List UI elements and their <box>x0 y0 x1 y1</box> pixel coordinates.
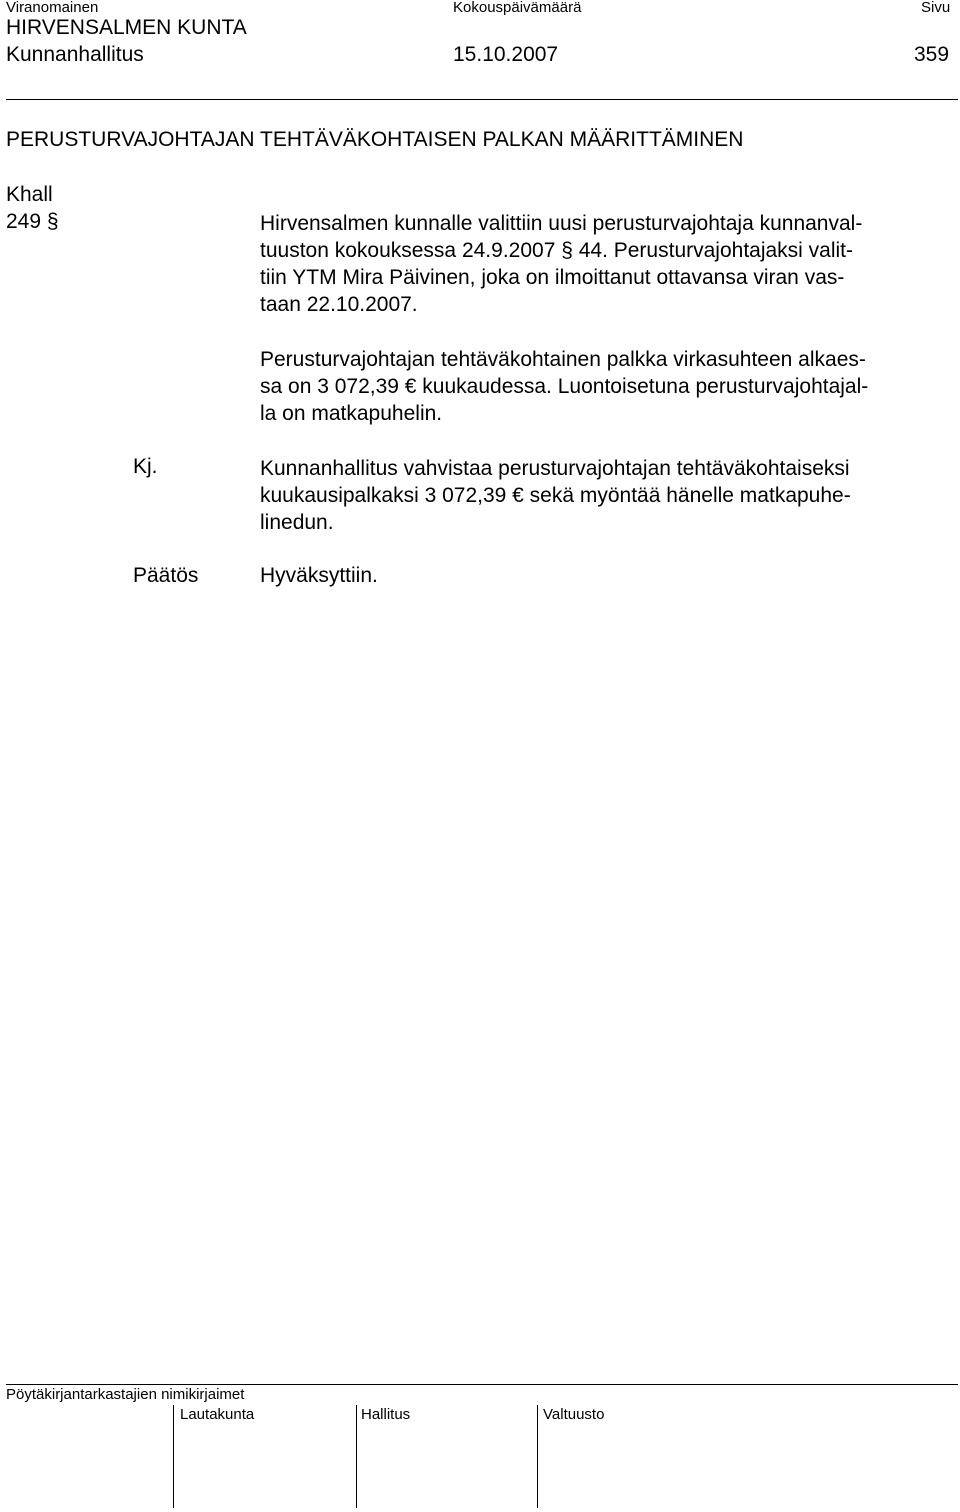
text-line: Perusturvajohtajan tehtäväkohtainen palkka virkasuhteen alkaes- <box>260 348 866 371</box>
municipality-name: HIRVENSALMEN KUNTA <box>6 16 247 39</box>
text-line: Hirvensalmen kunnalle valittiin uusi perusturvajohtaja kunnanval- <box>260 212 863 235</box>
footer-divider <box>6 1384 958 1385</box>
footer-column-divider <box>173 1405 174 1508</box>
text-line: tuuston kokouksessa 24.9.2007 § 44. Perusturvajohtajaksi valit- <box>260 239 854 262</box>
proposal-label: Kj. <box>133 455 158 478</box>
proposal-text <box>260 455 960 536</box>
meeting-date: 15.10.2007 <box>453 43 559 66</box>
text-line: Kunnanhallitus vahvistaa perusturvajohtajan tehtäväkohtaiseksi <box>260 457 850 480</box>
header-label-page: Sivu <box>921 0 951 16</box>
signatures-label: Pöytäkirjantarkastajien nimikirjaimet <box>6 1386 245 1403</box>
section-number: 249 § <box>6 210 59 233</box>
item-title: PERUSTURVAJOHTAJAN TEHTÄVÄKOHTAISEN PALKAN MÄÄRITTÄMINEN <box>6 128 744 151</box>
decision-text: Hyväksyttiin. <box>260 564 378 587</box>
body-abbreviation: Khall <box>6 183 53 206</box>
text-line: la on matkapuhelin. <box>260 402 443 425</box>
paragraph-salary <box>260 346 960 427</box>
paragraph-background <box>260 210 960 318</box>
text-line: taan 22.10.2007. <box>260 293 418 316</box>
text-line: kuukausipalkaksi 3 072,39 € sekä myöntää hänelle matkapuhe- <box>260 484 851 507</box>
decision-label: Päätös <box>133 564 199 587</box>
footer-col-lautakunta: Lautakunta <box>180 1406 255 1423</box>
header-divider <box>6 99 958 100</box>
body-name: Kunnanhallitus <box>6 43 144 66</box>
text-line: tiin YTM Mira Päivinen, joka on ilmoittanut ottavansa viran vas- <box>260 266 845 289</box>
footer-column-divider <box>356 1405 357 1508</box>
footer-col-hallitus: Hallitus <box>361 1406 411 1423</box>
text-line: sa on 3 072,39 € kuukaudessa. Luontoisetuna perusturvajohtajal- <box>260 375 869 398</box>
footer-col-valtuusto: Valtuusto <box>543 1406 605 1423</box>
page-number: 359 <box>914 43 950 66</box>
header-label-official: Viranomainen <box>6 0 99 16</box>
footer-column-divider <box>537 1405 538 1508</box>
header-label-date: Kokouspäivämäärä <box>453 0 582 16</box>
text-line: linedun. <box>260 511 334 534</box>
